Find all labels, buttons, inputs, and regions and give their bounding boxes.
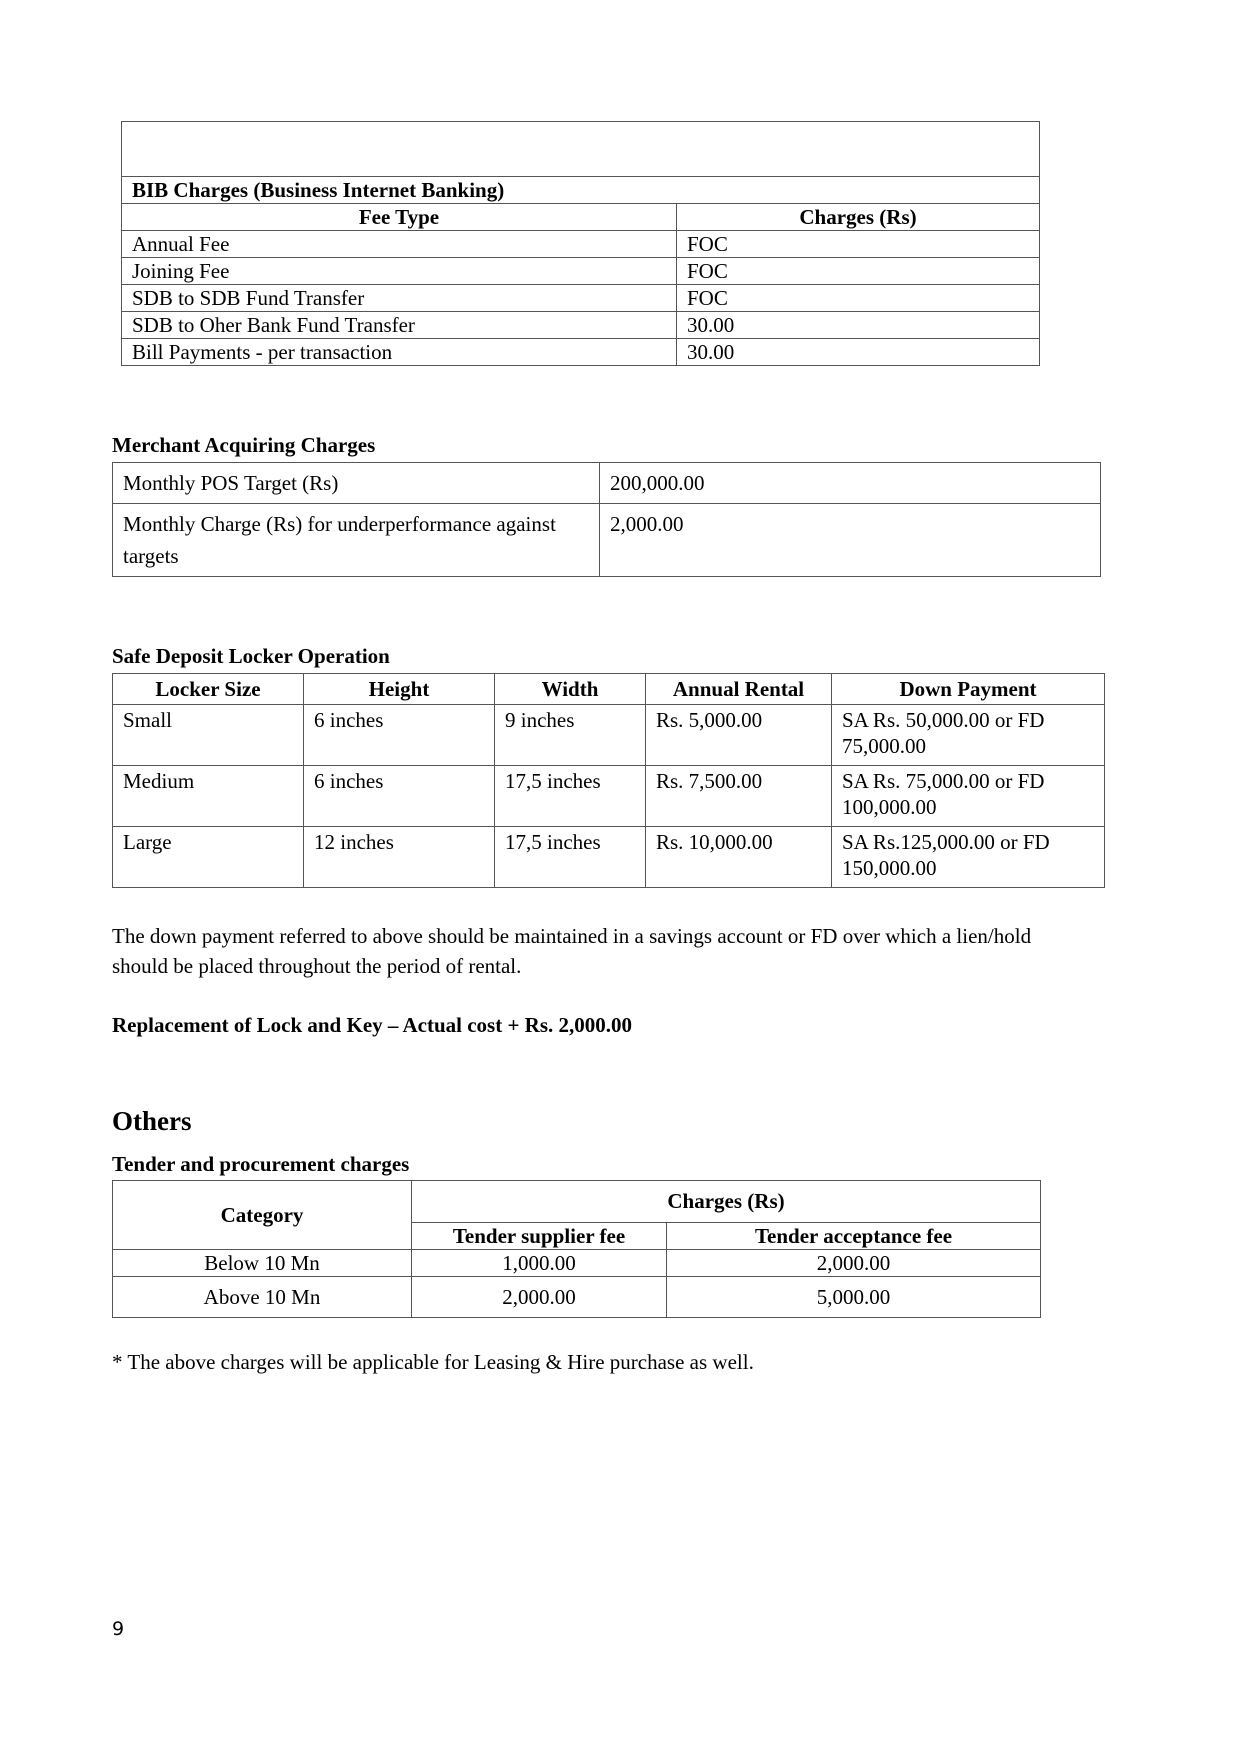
- fee-type-cell: Annual Fee: [122, 231, 677, 258]
- merchant-label-cell: Monthly POS Target (Rs): [113, 463, 600, 504]
- fee-type-cell: SDB to SDB Fund Transfer: [122, 285, 677, 312]
- cell: SA Rs. 75,000.00 or FD 100,000.00: [832, 766, 1105, 827]
- bib-title: BIB Charges (Business Internet Banking): [122, 177, 1040, 204]
- cell: 9 inches: [495, 705, 646, 766]
- cell: Small: [113, 705, 304, 766]
- table-row: [113, 1250, 1041, 1277]
- acceptance-fee-cell: 5,000.00: [667, 1277, 1041, 1318]
- cell: SA Rs.125,000.00 or FD 150,000.00: [832, 827, 1105, 888]
- table-row: [113, 705, 1105, 766]
- tender-header-row: [113, 1181, 1041, 1223]
- page-number: 9: [112, 1618, 125, 1640]
- locker-table: [112, 673, 1105, 888]
- col-height: Height: [304, 674, 495, 705]
- cell: Rs. 5,000.00: [646, 705, 832, 766]
- merchant-table: [112, 462, 1101, 577]
- table-row: [113, 766, 1105, 827]
- bib-title-row: [122, 177, 1040, 204]
- col-charges: Charges (Rs): [412, 1181, 1041, 1223]
- locker-title: Safe Deposit Locker Operation: [112, 644, 390, 668]
- category-cell: Below 10 Mn: [113, 1250, 412, 1277]
- tender-table: [112, 1180, 1041, 1318]
- table-row: [122, 258, 1040, 285]
- bib-blank-row: [122, 122, 1040, 177]
- supplier-fee-cell: 1,000.00: [412, 1250, 667, 1277]
- cell: 6 inches: [304, 766, 495, 827]
- cell: 12 inches: [304, 827, 495, 888]
- cell: Medium: [113, 766, 304, 827]
- col-tender-supplier-fee: Tender supplier fee: [412, 1222, 667, 1249]
- cell: 6 inches: [304, 705, 495, 766]
- table-row: [113, 504, 1101, 577]
- table-row: [113, 463, 1101, 504]
- footnote: * The above charges will be applicable for Leasing & Hire purchase as well.: [112, 1350, 754, 1374]
- col-category: Category: [113, 1181, 412, 1250]
- table-row: [113, 1277, 1041, 1318]
- table-row: [122, 231, 1040, 258]
- col-down-payment: Down Payment: [832, 674, 1105, 705]
- acceptance-fee-cell: 2,000.00: [667, 1250, 1041, 1277]
- fee-type-cell: Bill Payments - per transaction: [122, 339, 677, 366]
- charge-cell: FOC: [677, 258, 1040, 285]
- supplier-fee-cell: 2,000.00: [412, 1277, 667, 1318]
- charge-cell: FOC: [677, 285, 1040, 312]
- charge-cell: FOC: [677, 231, 1040, 258]
- merchant-value-cell: 2,000.00: [600, 504, 1101, 577]
- cell: Rs. 7,500.00: [646, 766, 832, 827]
- bib-charges-table: [121, 121, 1040, 366]
- cell: Large: [113, 827, 304, 888]
- others-heading: Others: [112, 1106, 192, 1136]
- col-tender-acceptance-fee: Tender acceptance fee: [667, 1222, 1041, 1249]
- replacement-note: Replacement of Lock and Key – Actual cost + Rs. 2,000.00: [112, 1013, 633, 1037]
- col-fee-type: Fee Type: [122, 204, 677, 231]
- merchant-title: Merchant Acquiring Charges: [112, 433, 376, 457]
- col-locker-size: Locker Size: [113, 674, 304, 705]
- table-row: [122, 339, 1040, 366]
- col-charges: Charges (Rs): [677, 204, 1040, 231]
- cell: 17,5 inches: [495, 827, 646, 888]
- category-cell: Above 10 Mn: [113, 1277, 412, 1318]
- fee-type-cell: SDB to Oher Bank Fund Transfer: [122, 312, 677, 339]
- table-row: [122, 285, 1040, 312]
- cell: SA Rs. 50,000.00 or FD 75,000.00: [832, 705, 1105, 766]
- locker-header-row: [113, 674, 1105, 705]
- table-row: [113, 827, 1105, 888]
- col-annual-rental: Annual Rental: [646, 674, 832, 705]
- charge-cell: 30.00: [677, 339, 1040, 366]
- merchant-value-cell: 200,000.00: [600, 463, 1101, 504]
- fee-type-cell: Joining Fee: [122, 258, 677, 285]
- table-row: [122, 312, 1040, 339]
- tender-title: Tender and procurement charges: [112, 1152, 410, 1176]
- down-payment-note: The down payment referred to above should be maintained in a savings account or FD over which a lien/hold should be placed throughout the period of rental.: [112, 924, 1032, 978]
- charge-cell: 30.00: [677, 312, 1040, 339]
- cell: 17,5 inches: [495, 766, 646, 827]
- merchant-label-cell: Monthly Charge (Rs) for underperformance against targets: [113, 504, 600, 577]
- bib-header-row: [122, 204, 1040, 231]
- col-width: Width: [495, 674, 646, 705]
- cell: Rs. 10,000.00: [646, 827, 832, 888]
